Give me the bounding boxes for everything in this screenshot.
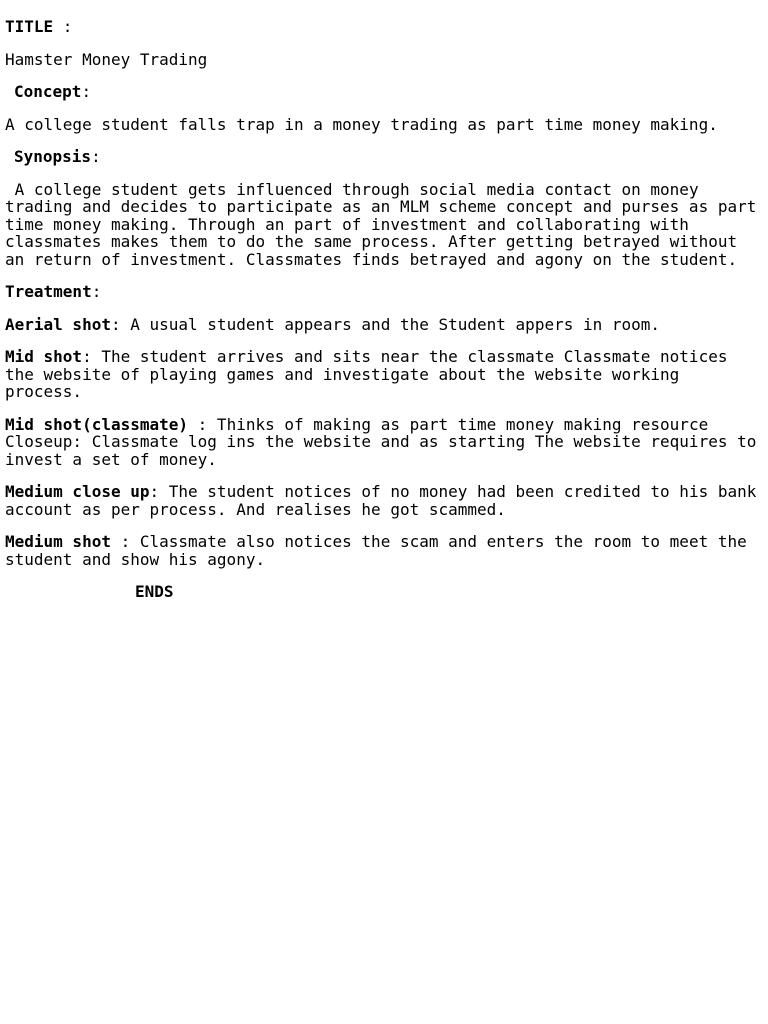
synopsis-text: A college student gets influenced through social media contact on money trading and decides to participate as an MLM scheme concept and purses as part time money making. Through an part of investment and collaborating with classmates makes them to do the same process. After getting betrayed without an return of investment. Classmates finds betrayed and agony on the student. <box>5 179 766 269</box>
treatment-label: Treatment <box>5 282 92 301</box>
shot-label: Mid shot(classmate) <box>5 414 189 434</box>
synopsis-colon: : <box>91 147 101 166</box>
shot-label: Mid shot <box>5 347 83 366</box>
treatment-colon: : <box>91 282 102 301</box>
shot-text: : Thinks of making as part time money making resource Closeup: Classmate log ins the website and as starting The website requires to invest a set of money. <box>5 414 766 469</box>
shot-text: : The student notices of no money had been credited to his bank account as per process. And realises he got scammed. <box>5 482 767 519</box>
shot-text: : The student arrives and sits near the classmate Classmate notices the website of playing games and investigate about the website working process. <box>5 347 738 401</box>
synopsis-label: Synopsis <box>14 147 92 166</box>
concept-label: Concept <box>14 82 82 101</box>
shot-label: Medium close up <box>5 482 150 501</box>
shot-mid <box>5 348 763 401</box>
shot-label: Aerial shot <box>5 314 111 334</box>
concept-colon: : <box>81 82 92 101</box>
ends-label: ENDS <box>135 582 174 601</box>
title-line <box>5 18 763 36</box>
shot-medium-close-up <box>5 482 767 519</box>
title-label: TITLE <box>5 17 54 36</box>
treatment-heading <box>5 283 763 301</box>
shot-text: : A usual student appears and the Student appers in room. <box>110 314 661 334</box>
shot-text: : Classmate also notices the scam and enters the room to meet the student and show his agony. <box>5 532 757 569</box>
shot-aerial <box>5 316 763 334</box>
synopsis-heading <box>5 148 763 166</box>
title-value: Hamster Money Trading <box>5 49 208 69</box>
shot-medium <box>5 533 763 568</box>
title-separator: : <box>53 17 73 36</box>
concept-text: A college student falls trap in a money trading as part time money making. <box>5 114 718 134</box>
shot-label: Medium shot <box>5 532 111 551</box>
ends-marker <box>5 583 763 601</box>
shot-mid-classmate <box>5 414 766 469</box>
concept-heading <box>5 83 763 101</box>
